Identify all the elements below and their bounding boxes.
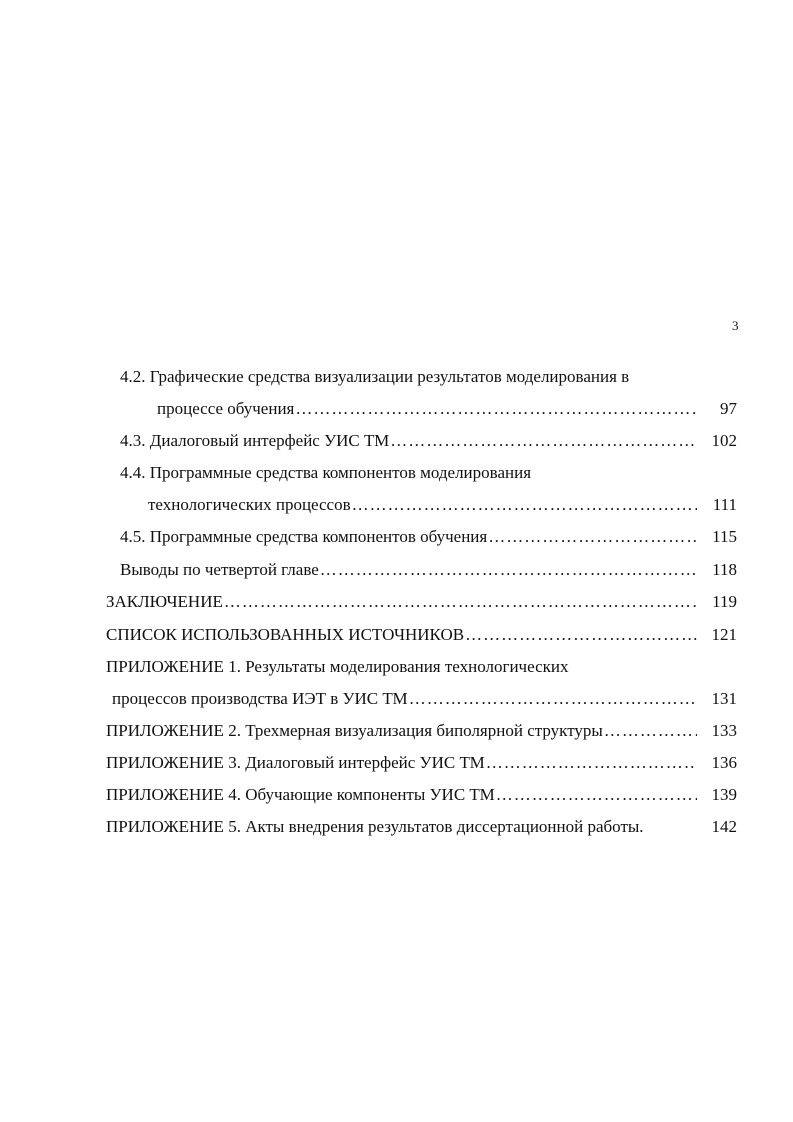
toc-entry-title: процессе обучения xyxy=(157,399,295,418)
dot-leader xyxy=(486,752,697,774)
dot-leader xyxy=(352,494,697,516)
dot-leader xyxy=(496,784,697,806)
toc-entry-page: 136 xyxy=(711,753,737,772)
toc-entry-page: 139 xyxy=(711,785,737,804)
toc-entry-page: 121 xyxy=(711,625,737,644)
toc-entry-title: ПРИЛОЖЕНИЕ 3. Диалоговый интерфейс УИС ТМ xyxy=(106,753,485,772)
dot-leader xyxy=(390,430,697,452)
toc-entry-4-5 xyxy=(120,526,737,548)
toc-entry-page: 102 xyxy=(711,431,737,450)
toc-entry-appendix-5 xyxy=(106,816,737,838)
toc-entry-title: СПИСОК ИСПОЛЬЗОВАННЫХ ИСТОЧНИКОВ xyxy=(106,625,465,644)
toc-entry-appendix-1-line1: ПРИЛОЖЕНИЕ 1. Результаты моделирования технологических xyxy=(106,657,569,676)
toc-entry-4-4-line1: 4.4. Программные средства компонентов моделирования xyxy=(120,463,532,482)
toc-entry-4-4 xyxy=(148,494,737,516)
toc-entry-page: 119 xyxy=(712,592,737,611)
toc-entry-title: Выводы по четвертой главе xyxy=(120,560,319,579)
toc-entry-title: 4.5. Программные средства компонентов обучения xyxy=(120,527,488,546)
toc-entry-appendix-2 xyxy=(106,720,737,742)
toc-entry-title: процессов производства ИЭТ в УИС ТМ xyxy=(112,689,408,708)
toc-entry-title: технологических процессов xyxy=(148,495,351,514)
toc-entry-page: 131 xyxy=(711,689,737,708)
dot-leader xyxy=(465,624,697,646)
toc-entry-page: 111 xyxy=(712,495,737,514)
toc-entry-appendix-4 xyxy=(106,784,737,806)
toc-entry-page: 133 xyxy=(711,721,737,740)
dot-leader xyxy=(409,688,697,710)
toc-entry-page: 118 xyxy=(712,560,737,579)
toc-entry-appendix-3 xyxy=(106,752,737,774)
toc-entry-title: ЗАКЛЮЧЕНИЕ xyxy=(106,592,223,611)
toc-entry-appendix-1 xyxy=(112,688,737,710)
toc-entry-4-2-line1: 4.2. Графические средства визуализации результатов моделирования в xyxy=(120,367,630,386)
toc-entry-title: ПРИЛОЖЕНИЕ 5. Акты внедрения результатов диссертационной работы. xyxy=(106,817,644,836)
dot-leader xyxy=(488,526,697,548)
toc-entry-4-2 xyxy=(157,398,737,420)
dot-leader xyxy=(604,720,697,742)
toc-entry-page: 97 xyxy=(720,399,737,418)
toc-entry-conclusion xyxy=(106,591,737,613)
toc-entry-references xyxy=(106,624,737,646)
toc-entry-4-3 xyxy=(120,430,737,452)
dot-leader xyxy=(295,398,697,420)
toc-entry-title: 4.3. Диалоговый интерфейс УИС ТМ xyxy=(120,431,390,450)
toc-entry-title: ПРИЛОЖЕНИЕ 2. Трехмерная визуализация биполярной структуры xyxy=(106,721,603,740)
dot-leader xyxy=(320,559,697,581)
toc-entry-conclusions-ch4 xyxy=(120,559,737,581)
page-number: 3 xyxy=(732,318,739,333)
toc-entry-title: ПРИЛОЖЕНИЕ 4. Обучающие компоненты УИС ТМ xyxy=(106,785,495,804)
toc-entry-page: 142 xyxy=(711,817,737,836)
dot-leader xyxy=(224,591,697,613)
toc-entry-page: 115 xyxy=(712,527,737,546)
